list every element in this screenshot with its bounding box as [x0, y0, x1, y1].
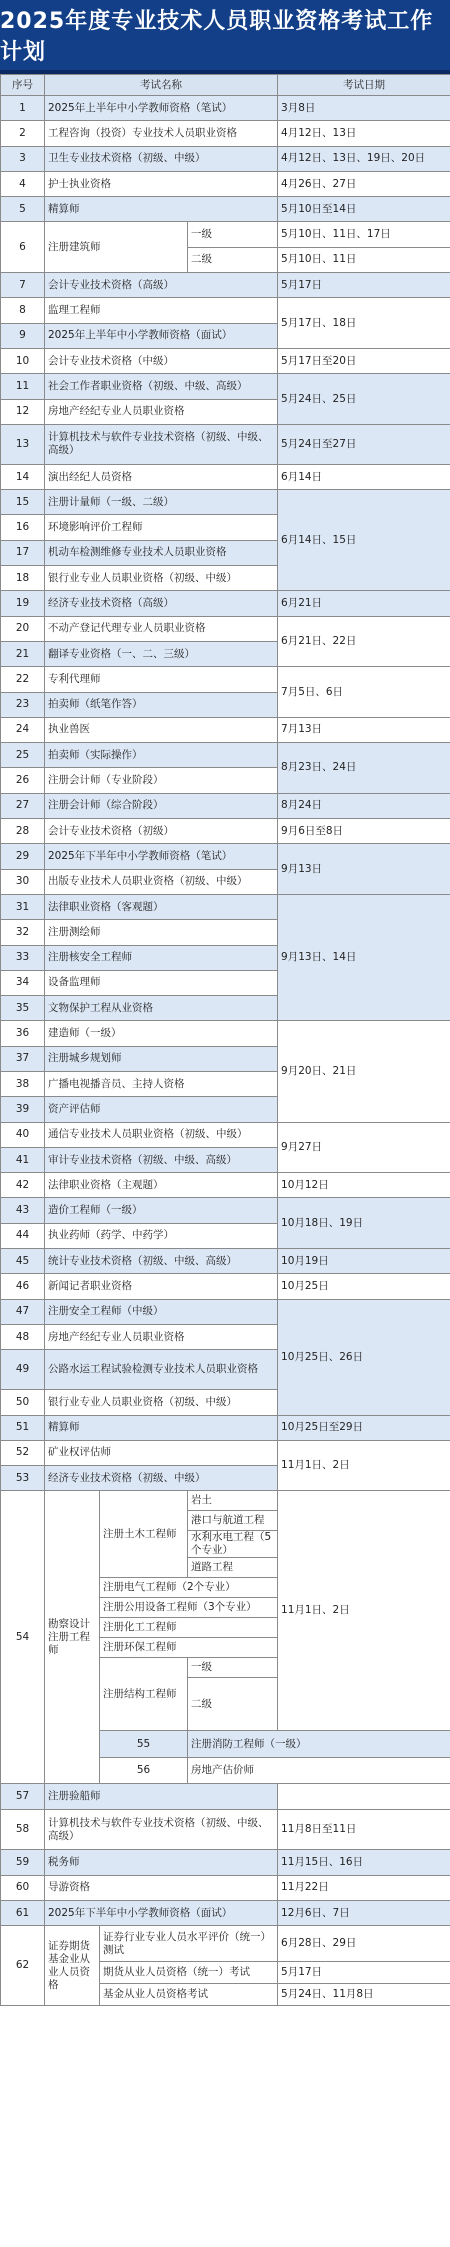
row-seq: 46: [1, 1274, 45, 1299]
exam-date: 9月20日、21日: [278, 1021, 450, 1122]
row-seq: 62: [1, 1926, 45, 2006]
exam-name: 注册会计师（综合阶段）: [45, 793, 278, 818]
table-row: [1, 1810, 450, 1850]
exam-name: 机动车检测维修专业技术人员职业资格: [45, 540, 278, 565]
exam-name: 执业兽医: [45, 717, 278, 742]
exam-name: 会计专业技术资格（高级）: [45, 273, 278, 298]
row-seq: 5: [1, 197, 45, 222]
exam-name: 广播电视播音员、主持人资格: [45, 1071, 278, 1096]
exam-name: 注册计量师（一级、二级）: [45, 490, 278, 515]
row-seq: 59: [1, 1850, 45, 1875]
table-row: [1, 197, 450, 222]
exam-name: 注册建筑师: [45, 222, 188, 273]
table-row: [1, 96, 450, 121]
group-name: 注册公用设备工程师（3个专业）: [100, 1598, 278, 1618]
exam-date: 10月25日至29日: [278, 1415, 450, 1440]
exam-name: 环境影响评价工程师: [45, 515, 278, 540]
row-seq: 27: [1, 793, 45, 818]
exam-name: 注册城乡规划师: [45, 1046, 278, 1071]
table-row: [1, 490, 450, 515]
exam-name: 演出经纪人员资格: [45, 464, 278, 489]
table-row: [1, 1173, 450, 1198]
table-row: [1, 894, 450, 919]
table-row: [1, 1901, 450, 1926]
exam-name: 注册核安全工程师: [45, 945, 278, 970]
row-seq: 53: [1, 1466, 45, 1491]
row-seq: 44: [1, 1223, 45, 1248]
group-name: 注册结构工程师: [100, 1658, 188, 1731]
row-seq: 58: [1, 1810, 45, 1850]
exam-name: 执业药师（药学、中药学）: [45, 1223, 278, 1248]
exam-date: 11月15日、16日: [278, 1850, 450, 1875]
table-row: [1, 743, 450, 768]
table-row: [1, 616, 450, 641]
exam-name: 工程咨询（投资）专业技术人员职业资格: [45, 121, 278, 146]
exam-name: 注册会计师（专业阶段）: [45, 768, 278, 793]
row-seq: 1: [1, 96, 45, 121]
exam-name: 银行业专业人员职业资格（初级、中级）: [45, 1390, 278, 1415]
exam-name: 卫生专业技术资格（初级、中级）: [45, 146, 278, 171]
table-row: [1, 1299, 450, 1324]
sub-exam-name: 期货从业人员资格（统一）考试: [100, 1962, 278, 1984]
exam-date: 9月6日至8日: [278, 819, 450, 844]
exam-date: 6月14日、15日: [278, 490, 450, 591]
exam-name: 2025年下半年中小学教师资格（面试）: [45, 1901, 278, 1926]
exam-date: 12月6日、7日: [278, 1901, 450, 1926]
row-seq: 11: [1, 374, 45, 399]
exam-name: 计算机技术与软件专业技术资格（初级、中级、高级）: [45, 1810, 278, 1850]
table-row: [1, 121, 450, 146]
exam-date: 11月1日、2日: [278, 1440, 450, 1491]
exam-name: 导游资格: [45, 1875, 278, 1900]
row-seq: 39: [1, 1097, 45, 1122]
sub-item: 一级: [188, 1658, 278, 1678]
exam-date: 11月8日至11日: [278, 1810, 450, 1850]
exam-name: 通信专业技术人员职业资格（初级、中级）: [45, 1122, 278, 1147]
exam-date: 10月25日: [278, 1274, 450, 1299]
exam-date: 7月5日、6日: [278, 667, 450, 718]
exam-name: 不动产登记代理专业人员职业资格: [45, 616, 278, 641]
exam-date: 5月10日、11日: [278, 247, 450, 272]
row-seq: 56: [100, 1757, 188, 1783]
exam-name: 监理工程师: [45, 298, 278, 323]
row-seq: 28: [1, 819, 45, 844]
row-seq: 14: [1, 464, 45, 489]
exam-name: 精算师: [45, 197, 278, 222]
table-row: [1, 171, 450, 196]
exam-name: 会计专业技术资格（中级）: [45, 348, 278, 373]
exam-date: 9月27日: [278, 1122, 450, 1173]
table-row: [1, 374, 450, 399]
exam-date: 8月24日: [278, 793, 450, 818]
exam-name: 拍卖师（纸笔作答）: [45, 692, 278, 717]
header-date: 考试日期: [278, 75, 450, 96]
row-seq: 60: [1, 1875, 45, 1900]
group-name: 注册电气工程师（2个专业）: [100, 1578, 278, 1598]
sub-item: 二级: [188, 1678, 278, 1731]
row-seq: 49: [1, 1350, 45, 1390]
row-seq: 3: [1, 146, 45, 171]
row-seq: 61: [1, 1901, 45, 1926]
table-row: [1, 1415, 450, 1440]
exam-name: 注册验船师: [45, 1784, 278, 1810]
exam-name: 房地产经纪专业人员职业资格: [45, 399, 278, 424]
exam-name: 注册测绘师: [45, 920, 278, 945]
exam-date: 4月12日、13日: [278, 121, 450, 146]
exam-name: 经济专业技术资格（高级）: [45, 591, 278, 616]
sub-item: 岩土: [188, 1491, 278, 1511]
row-seq: 7: [1, 273, 45, 298]
exam-date: 3月8日: [278, 96, 450, 121]
exam-date: 10月19日: [278, 1249, 450, 1274]
sub-exam-name: 基金从业人员资格考试: [100, 1984, 278, 2006]
row-seq: 6: [1, 222, 45, 273]
row-seq: 21: [1, 641, 45, 666]
row-seq: 24: [1, 717, 45, 742]
exam-name: 专利代理师: [45, 667, 278, 692]
exam-date: 5月10日至14日: [278, 197, 450, 222]
row-seq: 36: [1, 1021, 45, 1046]
exam-name: 统计专业技术资格（初级、中级、高级）: [45, 1249, 278, 1274]
row-seq: 4: [1, 171, 45, 196]
row-seq: 47: [1, 1299, 45, 1324]
row-seq: 57: [1, 1784, 45, 1810]
header-name: 考试名称: [45, 75, 278, 96]
exam-name: 建造师（一级）: [45, 1021, 278, 1046]
exam-name: 法律职业资格（主观题）: [45, 1173, 278, 1198]
row-seq: 48: [1, 1324, 45, 1349]
group-name: 注册土木工程师: [100, 1491, 188, 1578]
exam-date: 10月12日: [278, 1173, 450, 1198]
sub-exam-name: 证券行业专业人员水平评价（统一）测试: [100, 1926, 278, 1962]
exam-name: 新闻记者职业资格: [45, 1274, 278, 1299]
exam-date: 10月25日、26日: [278, 1299, 450, 1415]
exam-name: 勘察设计注册工程师: [45, 1491, 100, 1784]
exam-name: 银行业专业人员职业资格（初级、中级）: [45, 566, 278, 591]
table-row: [1, 1198, 450, 1223]
row-seq: 17: [1, 540, 45, 565]
table-row: [1, 146, 450, 171]
exam-date: 6月21日: [278, 591, 450, 616]
table-row: [1, 1784, 450, 1810]
exam-name: 拍卖师（实际操作）: [45, 743, 278, 768]
group-name: 注册化工工程师: [100, 1618, 278, 1638]
exam-name: 精算师: [45, 1415, 278, 1440]
table-row: [1, 793, 450, 818]
exam-name: 设备监理师: [45, 970, 278, 995]
row-seq: 2: [1, 121, 45, 146]
exam-name: 出版专业技术人员职业资格（初级、中级）: [45, 869, 278, 894]
table-row: [1, 1021, 450, 1046]
exam-date: 5月24日、25日: [278, 374, 450, 425]
row-seq: 45: [1, 1249, 45, 1274]
exam-name: 税务师: [45, 1850, 278, 1875]
row-seq: 30: [1, 869, 45, 894]
table-header-row: [1, 75, 450, 96]
row-seq: 40: [1, 1122, 45, 1147]
exam-name: 计算机技术与软件专业技术资格（初级、中级、高级）: [45, 424, 278, 464]
table-row: [1, 1875, 450, 1900]
exam-date: 11月1日、2日: [278, 1491, 450, 1731]
exam-name: 房地产经纪专业人员职业资格: [45, 1324, 278, 1349]
exam-date: 7月13日: [278, 717, 450, 742]
table-row: [1, 1249, 450, 1274]
exam-date: 5月24日、11月8日: [278, 1984, 450, 2006]
row-seq: 32: [1, 920, 45, 945]
row-seq: 18: [1, 566, 45, 591]
row-seq: 38: [1, 1071, 45, 1096]
exam-name: 证券期货基金业从业人员资格: [45, 1926, 100, 2006]
table-row: [1, 424, 450, 464]
exam-date: 5月17日: [278, 273, 450, 298]
row-seq: 34: [1, 970, 45, 995]
table-row: [1, 819, 450, 844]
exam-name: 造价工程师（一级）: [45, 1198, 278, 1223]
exam-date: 6月14日: [278, 464, 450, 489]
row-seq: 55: [100, 1731, 188, 1757]
table-row: [1, 222, 450, 247]
row-seq: 10: [1, 348, 45, 373]
row-seq: 51: [1, 1415, 45, 1440]
exam-name: 社会工作者职业资格（初级、中级、高级）: [45, 374, 278, 399]
sub-item: 水利水电工程（5个专业）: [188, 1531, 278, 1558]
row-seq: 43: [1, 1198, 45, 1223]
row-seq: 52: [1, 1440, 45, 1465]
row-seq: 20: [1, 616, 45, 641]
exam-date: 8月23日、24日: [278, 743, 450, 794]
row-seq: 23: [1, 692, 45, 717]
table-row: [1, 1850, 450, 1875]
exam-date: 11月22日: [278, 1875, 450, 1900]
exam-date: 6月28日、29日: [278, 1926, 450, 1962]
exam-name: 矿业权评估师: [45, 1440, 278, 1465]
row-seq: 25: [1, 743, 45, 768]
sub-item: 道路工程: [188, 1558, 278, 1578]
row-seq: 12: [1, 399, 45, 424]
table-row: [1, 298, 450, 323]
sub-exam-name: 一级: [188, 222, 278, 247]
row-seq: 9: [1, 323, 45, 348]
exam-date: 5月17日、18日: [278, 298, 450, 349]
group-name: 注册环保工程师: [100, 1638, 278, 1658]
table-row: [1, 844, 450, 869]
sub-exam-name: 二级: [188, 247, 278, 272]
row-seq: 41: [1, 1147, 45, 1172]
row-seq: 16: [1, 515, 45, 540]
exam-name: 会计专业技术资格（初级）: [45, 819, 278, 844]
row-seq: 54: [1, 1491, 45, 1784]
exam-name: 经济专业技术资格（初级、中级）: [45, 1466, 278, 1491]
exam-name: 注册消防工程师（一级）: [188, 1731, 450, 1757]
exam-date: 4月26日、27日: [278, 171, 450, 196]
exam-name: 护士执业资格: [45, 171, 278, 196]
exam-date: 5月10日、11日、17日: [278, 222, 450, 247]
exam-name: 翻译专业资格（一、二、三级）: [45, 641, 278, 666]
exam-name: 房地产估价师: [188, 1757, 450, 1783]
row-seq: 50: [1, 1390, 45, 1415]
table-row: [1, 591, 450, 616]
table-row: [1, 667, 450, 692]
header-seq: 序号: [1, 75, 45, 96]
row-seq: 15: [1, 490, 45, 515]
row-seq: 13: [1, 424, 45, 464]
row-seq: 42: [1, 1173, 45, 1198]
exam-date: 5月24日至27日: [278, 424, 450, 464]
row-seq: 26: [1, 768, 45, 793]
exam-date: 5月17日: [278, 1962, 450, 1984]
exam-name: 文物保护工程从业资格: [45, 996, 278, 1021]
table-body: [1, 96, 450, 2006]
sub-item: 港口与航道工程: [188, 1511, 278, 1531]
exam-name: 法律职业资格（客观题）: [45, 894, 278, 919]
table-row: [1, 1926, 450, 1962]
exam-name: 2025年上半年中小学教师资格（笔试）: [45, 96, 278, 121]
title-banner: [0, 0, 450, 74]
exam-schedule-table: [0, 74, 450, 2006]
table-row: [1, 1491, 450, 1511]
row-seq: 37: [1, 1046, 45, 1071]
row-seq: 31: [1, 894, 45, 919]
row-seq: 35: [1, 996, 45, 1021]
exam-date: 6月21日、22日: [278, 616, 450, 667]
table-row: [1, 464, 450, 489]
row-seq: 19: [1, 591, 45, 616]
row-seq: 29: [1, 844, 45, 869]
exam-date: 5月17日至20日: [278, 348, 450, 373]
table-row: [1, 273, 450, 298]
exam-name: 2025年下半年中小学教师资格（笔试）: [45, 844, 278, 869]
table-row: [1, 1440, 450, 1465]
exam-name: 公路水运工程试验检测专业技术人员职业资格: [45, 1350, 278, 1390]
exam-date: 10月18日、19日: [278, 1198, 450, 1249]
table-row: [1, 1274, 450, 1299]
exam-name: 审计专业技术资格（初级、中级、高级）: [45, 1147, 278, 1172]
exam-date: 9月13日: [278, 844, 450, 895]
exam-name: 注册安全工程师（中级）: [45, 1299, 278, 1324]
exam-name: 资产评估师: [45, 1097, 278, 1122]
page-title: 2025年度专业技术人员职业资格考试工作计划: [0, 9, 434, 65]
table-row: [1, 348, 450, 373]
exam-name: 2025年上半年中小学教师资格（面试）: [45, 323, 278, 348]
table-row: [1, 1122, 450, 1147]
exam-date: 9月13日、14日: [278, 894, 450, 1020]
row-seq: 8: [1, 298, 45, 323]
exam-date: 4月12日、13日、19日、20日: [278, 146, 450, 171]
table-row: [1, 717, 450, 742]
row-seq: 22: [1, 667, 45, 692]
row-seq: 33: [1, 945, 45, 970]
